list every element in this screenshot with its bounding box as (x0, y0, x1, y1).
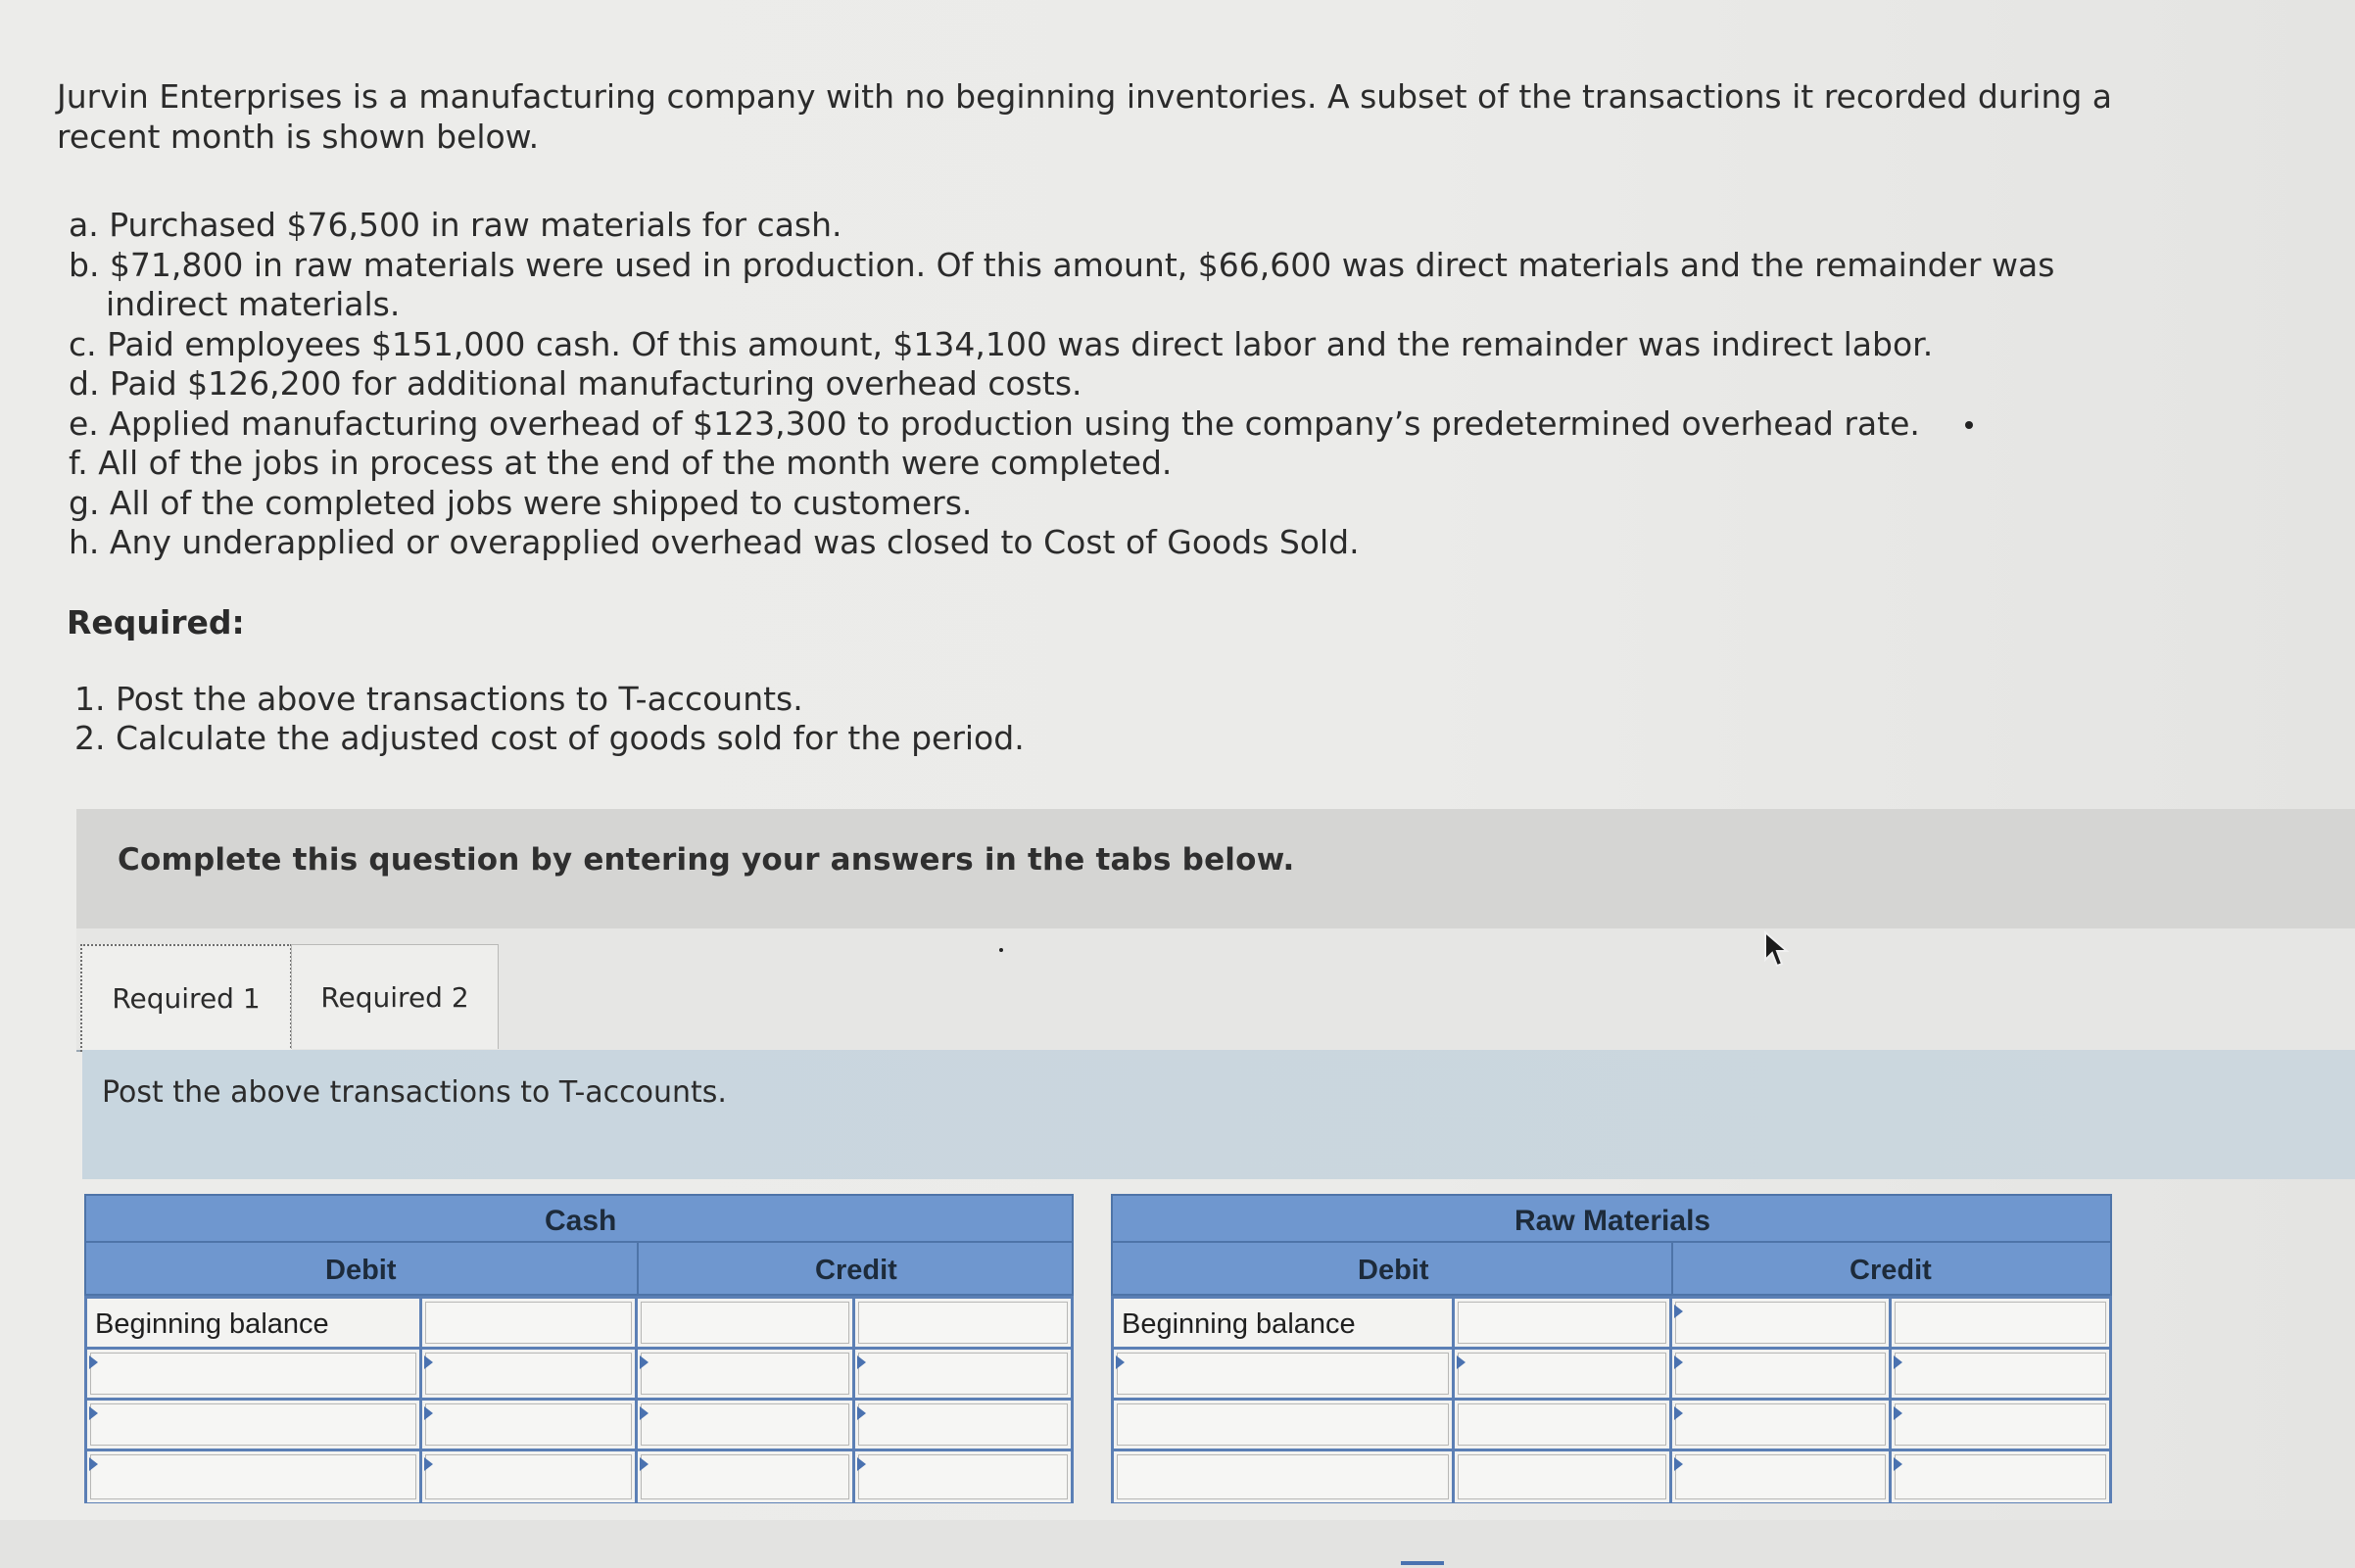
t-account-header (1111, 1243, 2112, 1296)
transaction-item: c. Paid employees $151,000 cash. Of this amount, $134,100 was direct labor and the remainder was indirect labor. (69, 324, 1934, 363)
credit-account-cell[interactable] (638, 1401, 855, 1449)
credit-account-cell[interactable] (638, 1299, 855, 1347)
dropdown-marker-icon (857, 1457, 866, 1471)
dropdown-marker-icon (89, 1406, 98, 1420)
amount-input[interactable] (1458, 1302, 1666, 1344)
amount-input[interactable] (1895, 1403, 2106, 1446)
account-input[interactable] (641, 1403, 849, 1446)
required-heading: Required: (67, 603, 245, 641)
credit-amount-cell[interactable] (855, 1350, 1071, 1398)
dropdown-marker-icon (424, 1355, 433, 1369)
credit-account-cell[interactable] (1672, 1451, 1892, 1502)
dropdown-marker-icon (1674, 1355, 1683, 1369)
debit-account-cell[interactable] (1114, 1451, 1455, 1502)
dropdown-marker-icon (1674, 1305, 1683, 1318)
dropdown-marker-icon (89, 1457, 98, 1471)
transaction-item: b. $71,800 in raw materials were used in production. Of this amount, $66,600 was direct materials and the remainder was indirect materials. (69, 245, 2055, 323)
amount-input[interactable] (858, 1302, 1068, 1344)
account-input[interactable] (1117, 1403, 1449, 1446)
t-account-header (84, 1243, 1074, 1296)
scroll-indicator (1401, 1561, 1444, 1565)
dropdown-marker-icon (1674, 1457, 1683, 1471)
account-input[interactable] (1117, 1353, 1449, 1395)
dropdown-marker-icon (640, 1355, 649, 1369)
stray-dot (1965, 421, 1973, 429)
debit-account-cell[interactable] (1114, 1401, 1455, 1449)
transaction-item: f. All of the jobs in process at the end of the month were completed. (69, 444, 1173, 482)
credit-amount-cell[interactable] (855, 1401, 1071, 1449)
table-row (87, 1299, 1071, 1350)
beginning-balance-label (87, 1299, 422, 1347)
credit-amount-cell[interactable] (1892, 1350, 2109, 1398)
header-divider (637, 1243, 639, 1294)
instruction-panel (82, 1050, 2355, 1179)
account-input[interactable] (641, 1302, 849, 1344)
credit-amount-cell[interactable] (855, 1299, 1071, 1347)
transaction-item: a. Purchased $76,500 in raw materials for cash. (69, 206, 842, 244)
credit-amount-cell[interactable] (1892, 1299, 2109, 1347)
debit-amount-cell[interactable] (1455, 1299, 1672, 1347)
bottom-edge (0, 1520, 2355, 1568)
amount-input[interactable] (1895, 1454, 2106, 1499)
table-row (1114, 1299, 2109, 1350)
dropdown-marker-icon (1894, 1406, 1902, 1420)
table-row (1114, 1401, 2109, 1451)
account-input[interactable] (90, 1403, 416, 1446)
required-list (74, 680, 1025, 758)
dropdown-marker-icon (1457, 1355, 1466, 1369)
debit-amount-cell[interactable] (1455, 1401, 1672, 1449)
tabs-bar (76, 928, 2355, 1052)
required-item: 2. Calculate the adjusted cost of goods sold for the period. (74, 719, 1025, 757)
transaction-list (69, 206, 2155, 563)
tab-required-1[interactable]: Required 1 (80, 944, 292, 1052)
credit-account-cell[interactable] (1672, 1350, 1892, 1398)
debit-amount-cell[interactable] (422, 1451, 638, 1502)
header-divider (1671, 1243, 1673, 1294)
account-input[interactable] (1675, 1353, 1886, 1395)
debit-amount-cell[interactable] (1455, 1350, 1672, 1398)
mouse-pointer-icon (1763, 930, 1793, 972)
amount-input[interactable] (1895, 1353, 2106, 1395)
tab-required-2[interactable]: Required 2 (291, 944, 499, 1049)
amount-input[interactable] (425, 1454, 632, 1499)
transaction-item: e. Applied manufacturing overhead of $123,300 to production using the company’s predetermined overhead rate. (69, 404, 1920, 443)
account-input[interactable] (1675, 1302, 1886, 1344)
transaction-item: h. Any underapplied or overapplied overhead was closed to Cost of Goods Sold. (69, 523, 1360, 561)
t-account-body (1111, 1296, 2112, 1503)
amount-input[interactable] (858, 1403, 1068, 1446)
dropdown-marker-icon (857, 1355, 866, 1369)
dropdown-marker-icon (424, 1406, 433, 1420)
debit-amount-cell[interactable] (422, 1401, 638, 1449)
account-input[interactable] (90, 1454, 416, 1499)
debit-amount-cell[interactable] (422, 1299, 638, 1347)
t-account-title (84, 1194, 1074, 1243)
dropdown-marker-icon (1674, 1406, 1683, 1420)
cash-t-account (84, 1194, 1074, 1507)
banner-text: Complete this question by entering your answers in the tabs below. (118, 842, 1295, 878)
debit-header: Debit (325, 1255, 397, 1286)
debit-account-cell[interactable] (87, 1350, 422, 1398)
credit-account-cell[interactable] (1672, 1401, 1892, 1449)
credit-amount-cell[interactable] (1892, 1401, 2109, 1449)
instructions-banner (76, 809, 2355, 928)
t-account-title (1111, 1194, 2112, 1243)
table-row (87, 1401, 1071, 1451)
debit-account-cell[interactable] (87, 1451, 422, 1502)
t-account-title-text: Raw Materials (1514, 1205, 1711, 1237)
credit-amount-cell[interactable] (1892, 1451, 2109, 1502)
amount-input[interactable] (1458, 1454, 1666, 1499)
transaction-item: g. All of the completed jobs were shipped to customers. (69, 483, 973, 522)
dropdown-marker-icon (640, 1406, 649, 1420)
t-account-body (84, 1296, 1074, 1503)
beginning-balance-text: Beginning balance (95, 1308, 329, 1340)
table-row (1114, 1451, 2109, 1502)
debit-account-cell[interactable] (87, 1401, 422, 1449)
account-input[interactable] (641, 1353, 849, 1395)
credit-account-cell[interactable] (638, 1350, 855, 1398)
dropdown-marker-icon (640, 1457, 649, 1471)
stray-dot (999, 948, 1003, 952)
debit-amount-cell[interactable] (1455, 1451, 1672, 1502)
table-row (1114, 1350, 2109, 1401)
required-item: 1. Post the above transactions to T-accounts. (74, 680, 803, 718)
beginning-balance-label (1114, 1299, 1455, 1347)
amount-input[interactable] (1458, 1353, 1666, 1395)
amount-input[interactable] (425, 1302, 632, 1344)
debit-account-cell[interactable] (1114, 1350, 1455, 1398)
credit-amount-cell[interactable] (855, 1451, 1071, 1502)
credit-account-cell[interactable] (638, 1451, 855, 1502)
amount-input[interactable] (425, 1403, 632, 1446)
dropdown-marker-icon (424, 1457, 433, 1471)
account-input[interactable] (90, 1353, 416, 1395)
table-row (87, 1451, 1071, 1502)
dropdown-marker-icon (1894, 1457, 1902, 1471)
raw-materials-t-account (1111, 1194, 2112, 1507)
account-input[interactable] (641, 1454, 849, 1499)
transaction-item: d. Paid $126,200 for additional manufacturing overhead costs. (69, 364, 1082, 403)
t-account-title-text: Cash (545, 1205, 617, 1237)
debit-amount-cell[interactable] (422, 1350, 638, 1398)
instruction-text: Post the above transactions to T-accounts. (102, 1075, 727, 1110)
dropdown-marker-icon (89, 1355, 98, 1369)
problem-intro: Jurvin Enterprises is a manufacturing company with no beginning inventories. A subset of the transactions it recorded during a recent month is shown below. (57, 77, 2113, 156)
credit-header: Credit (815, 1255, 897, 1286)
beginning-balance-text: Beginning balance (1122, 1308, 1356, 1340)
amount-input[interactable] (1895, 1302, 2106, 1344)
amount-input[interactable] (858, 1353, 1068, 1395)
amount-input[interactable] (1458, 1403, 1666, 1446)
dropdown-marker-icon (1116, 1355, 1125, 1369)
amount-input[interactable] (425, 1353, 632, 1395)
credit-account-cell[interactable] (1672, 1299, 1892, 1347)
dropdown-marker-icon (1894, 1355, 1902, 1369)
account-input[interactable] (1117, 1454, 1449, 1499)
account-input[interactable] (1675, 1454, 1886, 1499)
account-input[interactable] (1675, 1403, 1886, 1446)
dropdown-marker-icon (857, 1406, 866, 1420)
debit-header: Debit (1358, 1255, 1429, 1286)
amount-input[interactable] (858, 1454, 1068, 1499)
credit-header: Credit (1850, 1255, 1932, 1286)
table-row (87, 1350, 1071, 1401)
